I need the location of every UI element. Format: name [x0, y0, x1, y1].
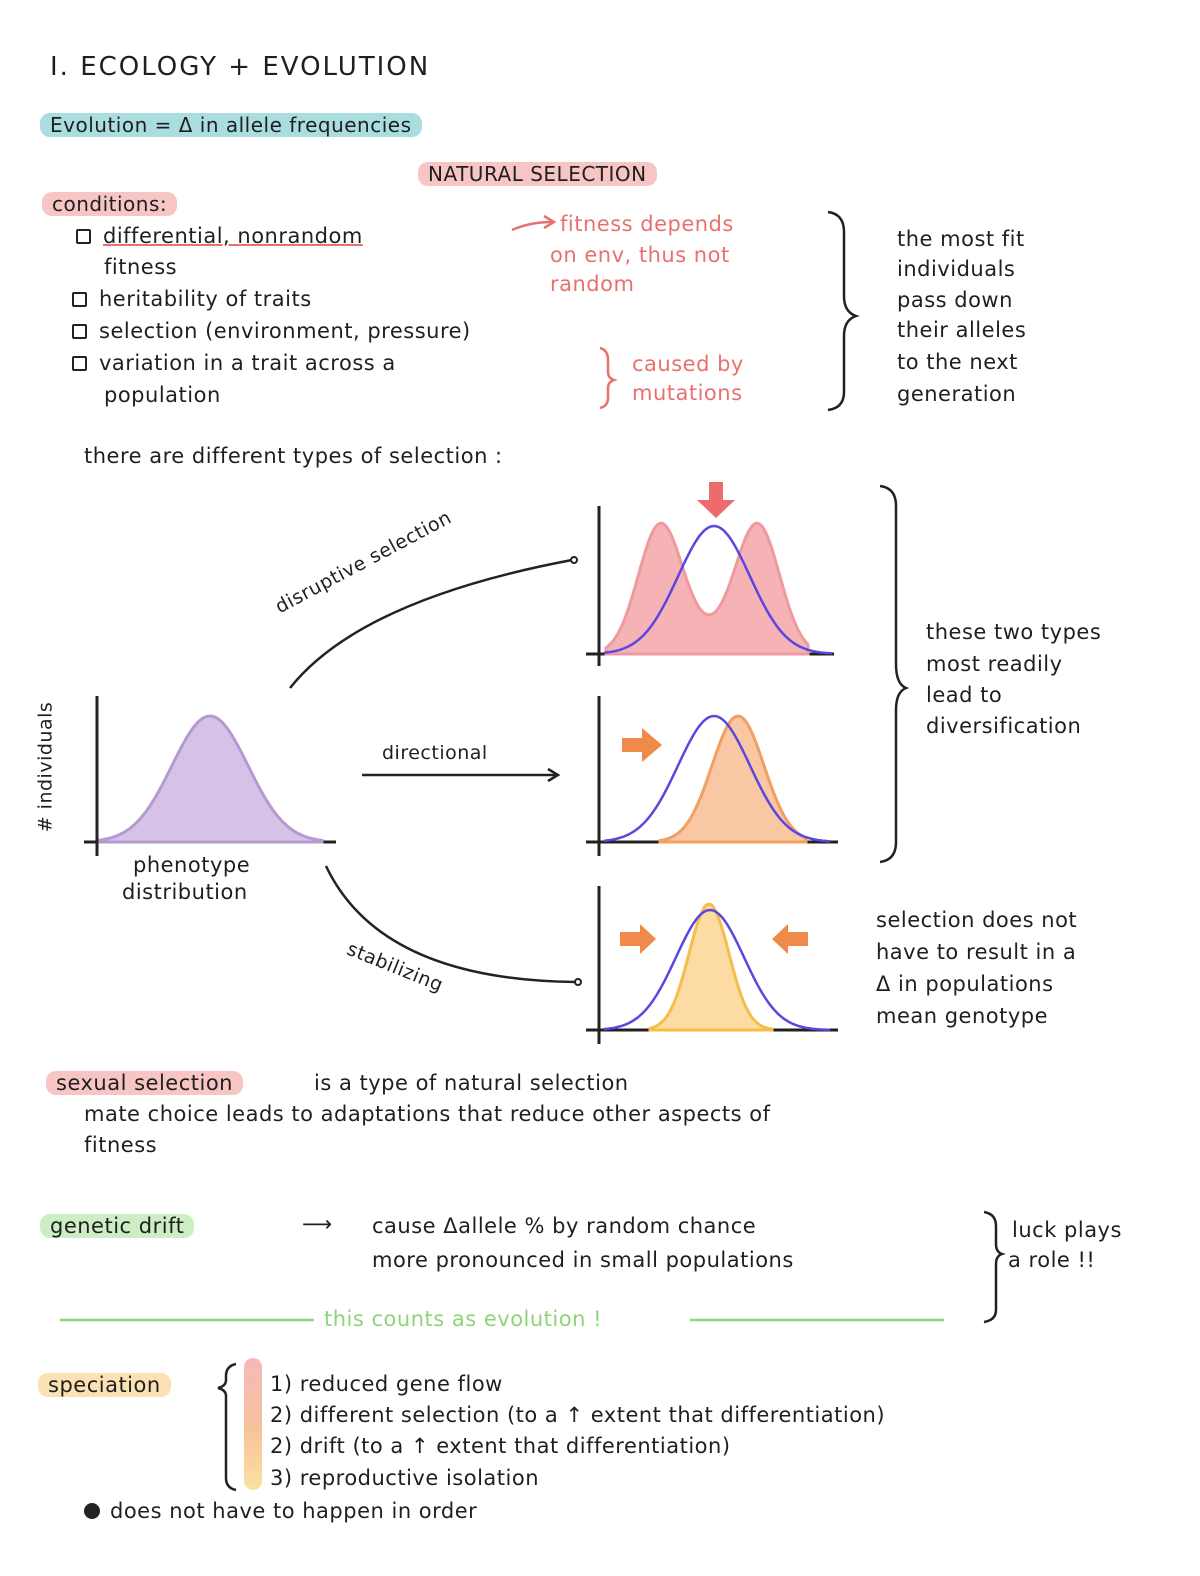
y-axis-label: # individuals: [34, 701, 57, 833]
arrow-tip-icon: [571, 557, 577, 563]
genetic-drift-note: a role !!: [1008, 1248, 1096, 1272]
arrow-tip-icon: [575, 979, 581, 985]
fitness-note-line: fitness depends: [560, 212, 734, 236]
stabilizing-arrow: [326, 866, 576, 982]
fitness-note-line: random: [550, 272, 635, 296]
stabilizing-curve: [650, 904, 772, 1030]
condition-item: variation in a trait across a: [72, 351, 396, 375]
evolution-definition: Evolution = Δ in allele frequencies: [40, 113, 422, 137]
summary-line: their alleles: [897, 318, 1027, 342]
speciation-step: 2) drift (to a ↑ extent that differentiation): [270, 1434, 731, 1458]
stabilizing-label: stabilizing: [343, 938, 447, 997]
stabilizing-plot: [586, 886, 838, 1044]
disruptive-label: disruptive selection: [271, 506, 456, 618]
speciation-footnote: does not have to happen in order: [84, 1499, 477, 1523]
speciation-brace: [218, 1364, 236, 1490]
genetic-drift-line: more pronounced in small populations: [372, 1248, 794, 1272]
speciation-step: 1) reduced gene flow: [270, 1372, 503, 1396]
right-arrow-icon: [620, 924, 656, 954]
directional-plot: [586, 696, 838, 856]
sexual-selection-label: sexual selection: [46, 1071, 243, 1095]
condition-item-cont: fitness: [104, 255, 178, 279]
arrow-icon: ⟶: [302, 1212, 333, 1236]
page-title: I. ECOLOGY + EVOLUTION: [50, 52, 431, 82]
directional-label: directional: [382, 742, 488, 764]
speciation-gradient-bar: [244, 1358, 262, 1490]
summary-line: pass down: [897, 288, 1013, 312]
condition-item-cont: population: [104, 383, 221, 407]
base-label: phenotype: [133, 853, 251, 877]
diversification-brace: [880, 486, 906, 862]
disruptive-plot: [586, 482, 834, 666]
base-distribution-curve: [100, 716, 322, 842]
drift-brace: [984, 1212, 1002, 1322]
evolution-divider-text: this counts as evolution !: [324, 1307, 603, 1331]
speciation-step: 3) reproductive isolation: [270, 1466, 540, 1490]
summary-line: the most fit: [897, 227, 1025, 251]
diversification-note-line: these two types: [926, 620, 1102, 644]
summary-line: individuals: [897, 257, 1016, 281]
variation-brace: [600, 348, 614, 408]
sexual-selection-detail: mate choice leads to adaptations that reduce other aspects of: [84, 1102, 771, 1126]
speciation-step: 2) different selection (to a ↑ extent that differentiation): [270, 1403, 886, 1427]
sexual-selection-detail: fitness: [84, 1133, 158, 1157]
left-arrow-icon: [772, 924, 808, 954]
right-arrow-icon: [622, 728, 662, 762]
disruptive-arrow: [290, 560, 572, 688]
genetic-drift-label: genetic drift: [40, 1214, 194, 1238]
base-distribution-plot: [84, 696, 336, 856]
diversification-note-line: lead to: [926, 683, 1003, 707]
stabilizing-note-line: Δ in populations: [876, 972, 1054, 996]
base-label: distribution: [122, 880, 248, 904]
summary-line: to the next: [897, 350, 1018, 374]
fitness-note-line: on env, thus not: [550, 243, 730, 267]
stabilizing-note-line: have to result in a: [876, 940, 1077, 964]
stabilizing-note-line: selection does not: [876, 908, 1078, 932]
genetic-drift-note: luck plays: [1012, 1218, 1122, 1242]
conditions-brace: [828, 212, 856, 410]
speciation-label: speciation: [38, 1373, 171, 1397]
condition-item: selection (environment, pressure): [72, 319, 471, 343]
stabilizing-note-line: mean genotype: [876, 1004, 1049, 1028]
condition-item: differential, nonrandom: [76, 224, 363, 248]
sexual-selection-text: is a type of natural selection: [314, 1071, 629, 1095]
disruptive-curve: [606, 523, 808, 654]
summary-line: generation: [897, 382, 1017, 406]
conditions-label: conditions:: [42, 192, 177, 216]
condition-item: heritability of traits: [72, 287, 312, 311]
diversification-note-line: diversification: [926, 714, 1082, 738]
down-arrow-icon: [697, 482, 735, 518]
types-intro: there are different types of selection :: [84, 444, 503, 468]
variation-note-line: mutations: [632, 381, 743, 405]
natural-selection-heading: NATURAL SELECTION: [418, 162, 657, 186]
genetic-drift-line: cause Δallele % by random chance: [372, 1214, 757, 1238]
diversification-note-line: most readily: [926, 652, 1063, 676]
variation-note-line: caused by: [632, 352, 744, 376]
